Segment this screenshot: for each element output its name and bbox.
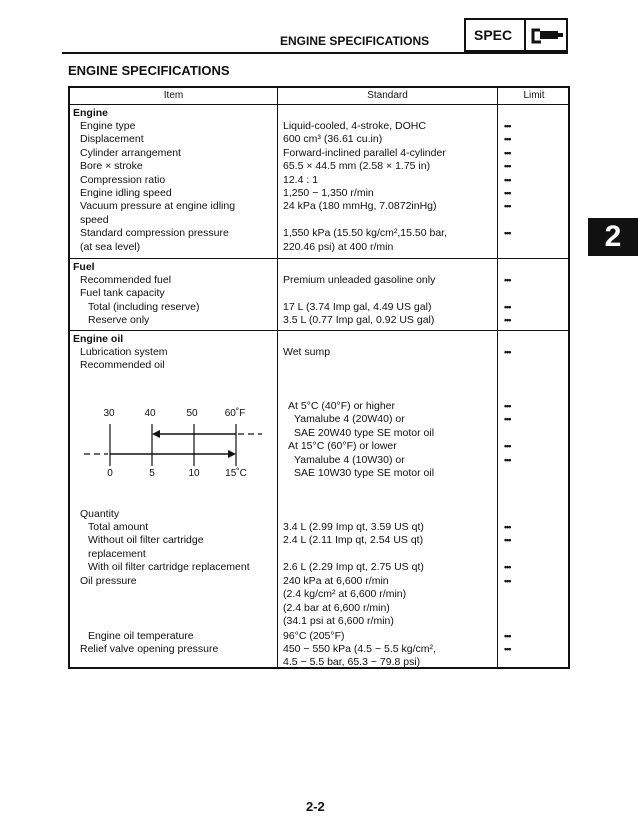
limit-mark: ••• (504, 275, 511, 285)
chapter-tab: 2 (588, 218, 638, 256)
chart-top-tick: 60˚F (224, 408, 246, 419)
spec-item: speed (80, 213, 109, 226)
oil-pressure-value: 240 kPa at 6,600 r/min (283, 575, 389, 587)
oil-temperature-chart (80, 406, 270, 486)
recommended-oil-value: At 5°C (40°F) or higher (288, 400, 396, 412)
oil-pressure-value: (2.4 kg/cm² at 6,600 r/min) (283, 588, 407, 601)
quantity-item-row: Without oil filter cartridge (88, 534, 204, 547)
limit-mark: ••• (504, 121, 511, 131)
spec-divider (524, 20, 526, 50)
recommended-oil-value: At 15°C (60°F) or lower (288, 440, 397, 453)
chart-bottom-tick: 15˚C (225, 468, 247, 479)
spec-item: Standard compression pressure (80, 227, 229, 240)
quantity-value: 2.6 L (2.29 Imp qt, 2.75 US qt) (283, 561, 424, 574)
recommended-oil-value: Yamalube 4 (20W40) or (294, 413, 405, 426)
oil-heading: Engine oil (73, 333, 124, 345)
fuel-item: Recommended fuel (80, 274, 172, 286)
section-divider (70, 258, 568, 259)
chart-top-tick: 40 (144, 408, 156, 419)
relief-valve-value: 4.5 − 5.5 bar, 65.3 − 79.8 psi) (283, 656, 421, 668)
chart-bottom-tick: 5 (149, 468, 155, 479)
limit-mark: ••• (504, 562, 511, 573)
spec-item: Displacement (80, 133, 144, 146)
column-header-standard: Standard (367, 90, 408, 101)
chart-top-tick: 50 (186, 408, 198, 419)
spec-item: (at sea level) (80, 240, 141, 253)
limit-mark: ••• (504, 161, 511, 172)
fuel-value: Premium unleaded gasoline only (283, 274, 436, 286)
spec-item: Cylinder arrangement (80, 146, 181, 159)
recommended-oil-value: SAE 20W40 type SE motor oil (294, 426, 435, 439)
spec-value: 12.4 : 1 (283, 173, 319, 186)
limit-mark: ••• (504, 644, 511, 654)
limit-mark: ••• (504, 347, 511, 357)
relief-valve-value: 450 − 550 kPa (4.5 − 5.5 kg/cm², (283, 643, 436, 655)
fuel-item: Fuel tank capacity (80, 287, 165, 300)
spec-value: 600 cm³ (36.61 cu.in) (283, 133, 383, 146)
spec-value: 220.46 psi) at 400 r/min (283, 240, 394, 253)
quantity-value: 3.4 L (2.99 Imp qt, 3.59 US qt) (283, 521, 424, 533)
column-header-item: Item (163, 90, 184, 101)
limit-mark: ••• (504, 414, 511, 425)
spec-item: Engine idling speed (80, 187, 172, 199)
column-divider (497, 88, 498, 667)
column-header-limit: Limit (523, 90, 545, 101)
chart-graphic (80, 422, 270, 468)
spec-item: Vacuum pressure at engine idling (80, 200, 236, 213)
fuel-item: Total (including reserve) (88, 300, 200, 313)
quantity-item: Quantity (80, 508, 120, 520)
spec-item: Engine type (80, 120, 136, 132)
recommended-oil-item: Recommended oil (80, 359, 165, 371)
oil-pressure-item: Oil pressure (80, 575, 137, 587)
fuel-item: Reserve only (88, 314, 150, 327)
spec-value: Forward-inclined parallel 4-cylinder (283, 146, 446, 159)
oil-temperature-item: Engine oil temperature (88, 630, 194, 642)
lubrication-value: Wet sump (283, 346, 331, 358)
limit-mark: ••• (504, 631, 511, 641)
limit-mark: ••• (504, 315, 511, 326)
quantity-item-row: Total amount (88, 521, 149, 533)
spec-item: Compression ratio (80, 173, 166, 186)
micrometer-icon (530, 26, 564, 46)
limit-mark: ••• (504, 134, 511, 145)
page-number: 2-2 (306, 799, 325, 814)
limit-mark: ••• (504, 535, 511, 546)
fuel-value: 17 L (3.74 Imp gal, 4.49 US gal) (283, 300, 432, 313)
limit-mark: ••• (504, 147, 511, 158)
spec-table (68, 86, 570, 669)
limit-mark: ••• (504, 174, 511, 185)
section-divider (70, 330, 568, 331)
header-rule (62, 52, 568, 54)
section-title: ENGINE SPECIFICATIONS (68, 63, 230, 78)
oil-pressure-value: (34.1 psi at 6,600 r/min) (283, 615, 394, 628)
fuel-heading: Fuel (73, 261, 95, 273)
spec-item: Bore × stroke (80, 160, 143, 173)
limit-mark: ••• (504, 301, 511, 312)
fuel-value: 3.5 L (0.77 Imp gal, 0.92 US gal) (283, 314, 435, 327)
spec-value: 1,250 − 1,350 r/min (283, 187, 374, 199)
relief-valve-item: Relief valve opening pressure (80, 643, 219, 655)
oil-pressure-value: (2.4 bar at 6,600 r/min) (283, 601, 390, 614)
chart-top-tick: 30 (103, 408, 115, 419)
spec-value: 24 kPa (180 mmHg, 7.0872inHg) (283, 200, 437, 213)
quantity-value: 2.4 L (2.11 Imp qt, 2.54 US qt) (283, 534, 424, 547)
limit-mark: ••• (504, 401, 511, 411)
limit-mark: ••• (504, 201, 511, 212)
engine-heading: Engine (73, 107, 109, 119)
limit-mark: ••• (504, 441, 511, 452)
limit-mark: ••• (504, 576, 511, 586)
spec-badge (464, 18, 568, 52)
recommended-oil-value: SAE 10W30 type SE motor oil (294, 467, 435, 479)
quantity-item-row: replacement (88, 547, 146, 560)
chart-bottom-tick: 0 (107, 468, 113, 479)
running-header-title: ENGINE SPECIFICATIONS (280, 34, 430, 48)
spec-value: Liquid-cooled, 4-stroke, DOHC (283, 120, 426, 132)
column-divider (277, 88, 278, 667)
recommended-oil-value: Yamalube 4 (10W30) or (294, 453, 405, 466)
chart-bottom-tick: 10 (188, 468, 200, 479)
spec-label: SPEC (474, 27, 513, 43)
limit-mark: ••• (504, 188, 511, 198)
oil-temperature-value: 96°C (205°F) (283, 630, 345, 642)
limit-mark: ••• (504, 228, 511, 239)
quantity-item-row: With oil filter cartridge replacement (88, 561, 250, 574)
limit-mark: ••• (504, 522, 511, 532)
header-divider (70, 104, 568, 105)
lubrication-item: Lubrication system (80, 346, 168, 358)
spec-value: 65.5 × 44.5 mm (2.58 × 1.75 in) (283, 160, 431, 173)
limit-mark: ••• (504, 454, 511, 465)
spec-value: 1,550 kPa (15.50 kg/cm²,15.50 bar, (283, 227, 448, 240)
